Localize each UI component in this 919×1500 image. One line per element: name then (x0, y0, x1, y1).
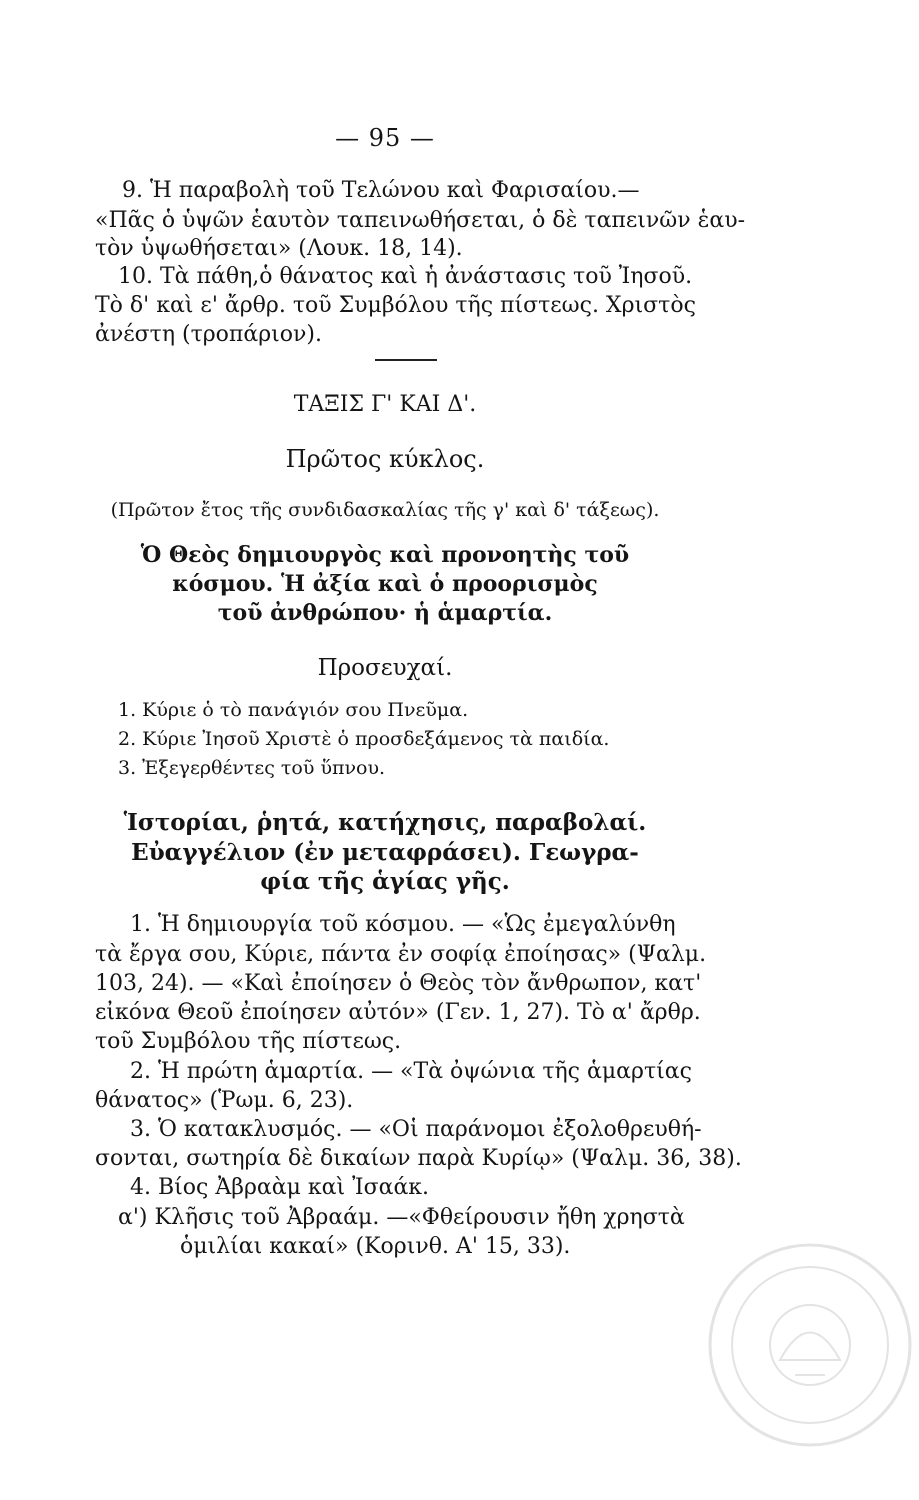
topic-heading-line: Ἱστορίαι, ῥητά, κατήχησις, παραβολαί. (123, 809, 647, 836)
prayer-item: 1. Κύριε ὁ τὸ πανάγιόν σου Πνεῦμα. (118, 699, 469, 721)
text-line: εἰκόνα Θεοῦ ἐποίησεν αὐτόν» (Γεν. 1, 27). Τὸ α' ἄρθρ. (95, 1000, 701, 1025)
text-line: ἀνέστη (τροπάριον). (95, 322, 322, 347)
page-number: — 95 — (335, 124, 435, 152)
text-line: Τὸ δ' καὶ ε' ἄρθρ. τοῦ Συμβόλου τῆς πίστεως. Χριστὸς (95, 293, 696, 318)
text-line: 10. Τὰ πάθη,ὁ θάνατος καὶ ἡ ἀνάστασις τοῦ Ἰησοῦ. (118, 264, 693, 289)
topic-heading-line: Εὐαγγέλιον (ἐν μεταφράσει). Γεωγρα- (131, 839, 639, 866)
text-line: 3. Ὁ κατακλυσμός. — «Οἱ παράνομοι ἐξολοθρευθή- (130, 1117, 702, 1142)
text-line: α') Κλῆσις τοῦ Ἀβραάμ. —«Φθείρουσιν ἤθη χρηστὰ (118, 1205, 685, 1230)
text-line: 1. Ἡ δημιουργία τοῦ κόσμου. — «Ὡς ἐμεγαλύνθη (130, 912, 676, 937)
text-line: «Πᾶς ὁ ὑψῶν ἑαυτὸν ταπεινωθήσεται, ὁ δὲ ταπεινῶν ἑαυ- (95, 208, 746, 233)
topic-heading-line: κόσμου. Ἡ ἀξία καὶ ὁ προορισμὸς (172, 571, 598, 597)
text-line: τὰ ἔργα σου, Κύριε, πάντα ἐν σοφίᾳ ἐποίησας» (Ψαλμ. (95, 942, 707, 967)
section-divider (375, 359, 437, 361)
text-line: σονται, σωτηρία δὲ δικαίων παρὰ Κυρίῳ» (Ψαλμ. 36, 38). (95, 1146, 742, 1171)
text-line: ὁμιλίαι κακαί» (Κορινθ. Α' 15, 33). (180, 1234, 571, 1259)
class-heading: ΤΑΞΙΣ Γ' ΚΑΙ Δ'. (293, 392, 477, 417)
prayer-item: 3. Ἐξεγερθέντες τοῦ ὕπνου. (118, 757, 386, 779)
text-line: τὸν ὑψωθήσεται» (Λουκ. 18, 14). (95, 236, 463, 261)
text-line: 103, 24). — «Καὶ ἐποίησεν ὁ Θεὸς τὸν ἄνθρωπον, κατ' (95, 971, 702, 996)
text-line: 2. Ἡ πρώτη ἁμαρτία. — «Τὰ ὀψώνια τῆς ἁμαρτίας (130, 1059, 692, 1084)
text-line: 4. Βίος Ἀβραὰμ καὶ Ἰσαάκ. (130, 1175, 430, 1200)
prayer-item: 2. Κύριε Ἰησοῦ Χριστὲ ὁ προσδεξάμενος τὰ παιδία. (118, 728, 610, 750)
topic-heading-line: τοῦ ἀνθρώπου· ἡ ἁμαρτία. (217, 600, 553, 626)
circle-heading: Πρῶτος κύκλος. (285, 445, 485, 473)
text-line: 9. Ἡ παραβολὴ τοῦ Τελώνου καὶ Φαρισαίου.— (122, 178, 640, 203)
prayers-heading: Προσευχαί. (317, 655, 453, 681)
topic-heading-line: φία τῆς ἁγίας γῆς. (260, 868, 510, 895)
year-note: (Πρῶτον ἔτος τῆς συνδιδασκαλίας τῆς γ' καὶ δ' τάξεως). (110, 499, 660, 521)
topic-heading-line: Ὁ Θεὸς δημιουργὸς καὶ προνοητὴς τοῦ (140, 542, 630, 568)
text-line: τοῦ Συμβόλου τῆς πίστεως. (95, 1029, 402, 1054)
university-seal-icon (700, 1225, 915, 1460)
text-line: θάνατος» (Ῥωμ. 6, 23). (95, 1088, 354, 1113)
